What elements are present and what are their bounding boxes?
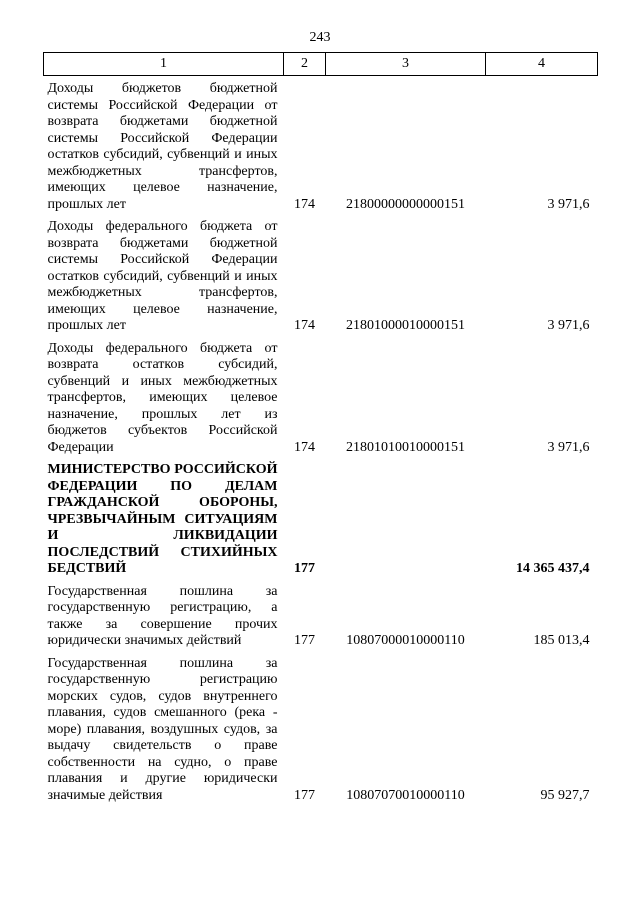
table-row	[44, 341, 598, 463]
row-admin-code: 174	[294, 439, 315, 455]
table-header-row	[44, 53, 598, 76]
column-header-4: 4	[486, 53, 598, 76]
row-name: Доходы федерального бюджета от возврата бюджетами бюджетной системы Российской Федерации остатков субсидий, субвенций и иных межбюджетных трансфертов, имеющих целевое назначение, прошлых лет	[47, 219, 278, 333]
revenue-table	[43, 52, 598, 810]
row-admin-code: 177	[294, 561, 315, 576]
row-name: Доходы федерального бюджета от возврата остатков субсидий, субвенций и иных межбюджетных трансфертов, имеющих целевое назначение, прошлых лет из бюджетов субъектов Российской Федерации	[47, 340, 278, 455]
page-number: 243	[309, 30, 331, 45]
row-kbk-code	[326, 462, 486, 584]
row-amount: 3 971,6	[547, 439, 590, 455]
row-name: Доходы бюджетов бюджетной системы Российской Федерации от возврата бюджетами бюджетной системы Российской Федерации остатков субсидий, субвенций и иных межбюджетных трансфертов, имеющих целевое назначение, прошлых лет	[47, 81, 278, 212]
column-header-3: 3	[326, 53, 486, 76]
row-name: Государственная пошлина за государственную регистрацию морских судов, судов внутреннего плавания, судов смешанного (река - море) плавания, воздушных судов, за выдачу свидетельств о праве собственности на судно, о праве плавания и другие юридически значимые действия	[47, 655, 278, 803]
row-name: МИНИСТЕРСТВО РОССИЙСКОЙ ФЕДЕРАЦИИ ПО ДЕЛАМ ГРАЖДАНСКОЙ ОБОРОНЫ, ЧРЕЗВЫЧАЙНЫМ СИТУАЦИЯМ И ЛИКВИДАЦИИ ПОСЛЕДСТВИЙ СТИХИЙНЫХ БЕДСТВИЙ	[47, 462, 278, 576]
row-kbk-code: 21801000010000151	[346, 318, 465, 333]
row-kbk-code: 21800000000000151	[346, 196, 465, 212]
row-kbk-code: 10807070010000110	[346, 787, 465, 803]
row-name: Государственная пошлина за государственную регистрацию, а также за совершение прочих юридически значимых действий	[47, 583, 278, 648]
row-amount: 185 013,4	[533, 633, 590, 648]
row-amount: 14 365 437,4	[516, 561, 590, 576]
row-amount: 3 971,6	[547, 318, 590, 333]
column-header-2: 2	[284, 53, 326, 76]
table-row	[44, 656, 598, 811]
row-kbk-code: 10807000010000110	[346, 633, 465, 648]
table-row	[44, 584, 598, 656]
row-admin-code: 177	[294, 633, 315, 648]
row-admin-code: 174	[294, 196, 315, 212]
table-row-ministry	[44, 462, 598, 584]
row-kbk-code: 21801010010000151	[346, 439, 465, 455]
row-admin-code: 174	[294, 318, 315, 333]
row-admin-code: 177	[294, 787, 315, 803]
row-amount: 3 971,6	[547, 196, 590, 212]
column-header-1: 1	[44, 53, 284, 76]
row-amount: 95 927,7	[540, 787, 590, 803]
table-row	[44, 219, 598, 341]
table-row	[44, 81, 598, 219]
